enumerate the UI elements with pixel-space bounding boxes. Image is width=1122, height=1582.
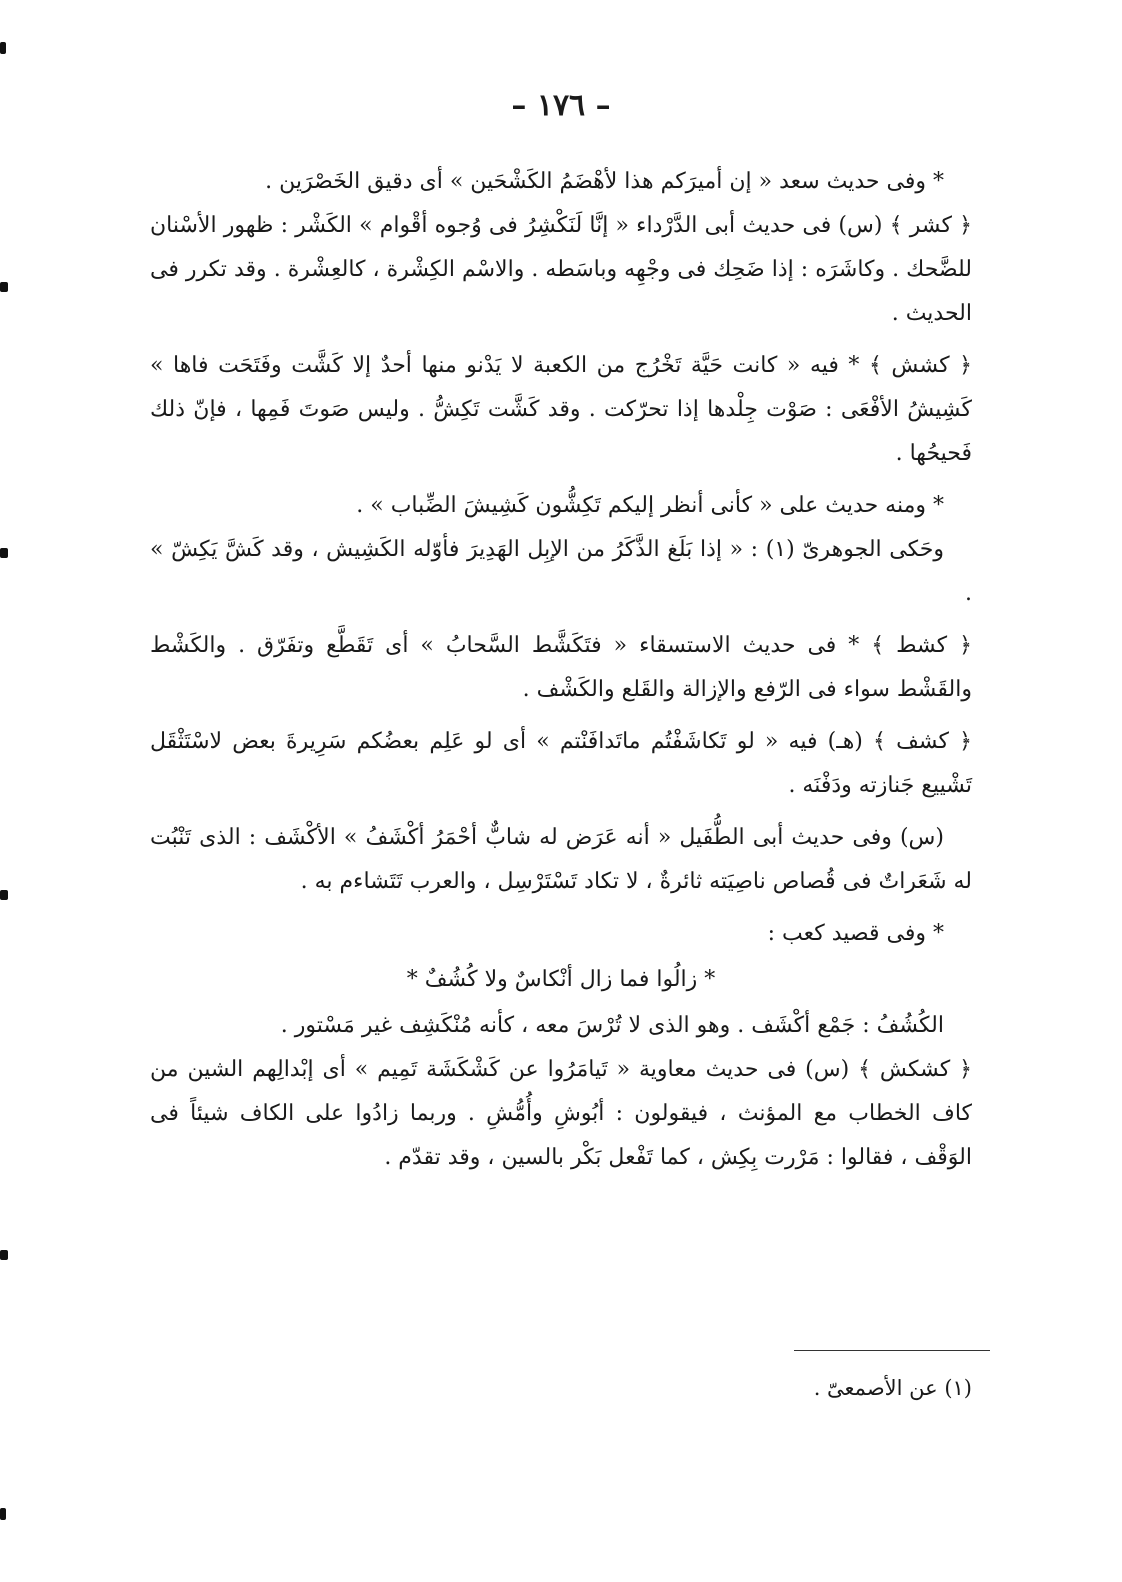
entry-kashr: ﴿ كشر ﴾ (س) فى حديث أبى الدَّرْداء « إنَّا لَنَكْشِرُ فى وُجوه أقْوام » الكَشْر : ظهور الأسْنان للضَّحك . وكاشَرَه : إذا ضَحِك فى وجْهِه وباسَطه . والاسْم الكِشْرة ، كالعِشْرة . وقد تكرر فى الحديث . bbox=[150, 213, 973, 326]
paragraph-abi-tufail: (س) وفى حديث أبى الطُّفَيل « أنه عَرَض له شابٌّ أحْمَرُ أكْشَفُ » الأكْشَف : الذى تَنْبُت له شَعَراتٌ فى قُصاص ناصِيَته ثائرةٌ ، لا تكاد تَسْتَرْسِل ، والعرب تَتَشاءم به . bbox=[150, 825, 972, 894]
scan-margin-mark bbox=[0, 1508, 6, 1520]
scan-margin-mark bbox=[0, 282, 8, 292]
verse-line: * زالُوا فما زال أنْكاسٌ ولا كُشُفٌ * bbox=[406, 967, 716, 992]
scan-margin-mark bbox=[0, 1250, 8, 1260]
main-text bbox=[150, 160, 972, 1180]
scan-margin-mark bbox=[0, 890, 8, 900]
page-number: – ١٧٦ – bbox=[511, 88, 611, 123]
footnote-divider bbox=[794, 1350, 990, 1351]
paragraph-jawhari: وحَكى الجوهرىّ (١) : « إذا بَلَغ الذَّكَرُ من الإبِل الهَدِيرَ فأوّله الكَشِيش ، وقد كَشَّ يَكِشّ » . bbox=[150, 537, 972, 606]
entry-kashaf: ﴿ كشف ﴾ (هـ) فيه « لو تَكاشَفْتُم ماتَدافَنْتم » أى لو عَلِم بعضُكم سَرِيرةَ بعض لاسْتَثْقَل تَشْييع جَنازته ودَفْنَه . bbox=[150, 729, 972, 798]
entry-kashash: ﴿ كشش ﴾ * فيه « كانت حَيَّة تَخْرُج من الكعبة لا يَدْنو منها أحدٌ إلا كَشَّت وفَتَحَت فاها » كَشِيشُ الأفْعَى : صَوْت جِلْدها إذا تحرّكت . وقد كَشَّت تَكِشُّ . وليس صَوتَ فَمِها ، فإنّ ذلك فَحيحُها . bbox=[150, 353, 972, 466]
footnote: (١) عن الأصمعىّ . bbox=[813, 1376, 972, 1400]
paragraph-kaab-intro: * وفى قصيد كعب : bbox=[767, 921, 944, 946]
paragraph-kushuf: الكُشُفُ : جَمْع أكْشَف . وهو الذى لا تُرْسَ معه ، كأنه مُنْكَشِف غير مَسْتور . bbox=[280, 1013, 944, 1038]
paragraph-hadith-ali: * ومنه حديث على « كأنى أنظر إليكم تَكِشُّون كَشِيشَ الضِّباب » . bbox=[356, 493, 944, 518]
entry-kashkash: ﴿ كشكش ﴾ (س) فى حديث معاوية « تَيامَرُوا عن كَشْكَشَة تَمِيم » أى إبْدالِهم الشين من كاف الخطاب مع المؤنث ، فيقولون : أبُوشِ وأُمُّشِ . وربما زادُوا على الكاف شيئاً فى الوَقْف ، فقالوا : مَرْرت بِكِش ، كما تَفْعل بَكْر بالسين ، وقد تقدّم . bbox=[150, 1057, 972, 1170]
entry-kashat: ﴿ كشط ﴾ * فى حديث الاستسقاء « فتَكَشَّط السَّحابُ » أى تَقَطَّع وتفَرّق . والكَشْط والقَشْط سواء فى الرّفع والإزالة والقَلع والكَشْف . bbox=[150, 633, 972, 702]
scan-margin-mark bbox=[0, 42, 6, 54]
paragraph-hadith-saad: * وفى حديث سعد « إن أميرَكم هذا لأهْضَمُ الكَشْحَين » أى دقيق الخَصْرَين . bbox=[265, 169, 944, 194]
scan-margin-mark bbox=[0, 548, 8, 558]
